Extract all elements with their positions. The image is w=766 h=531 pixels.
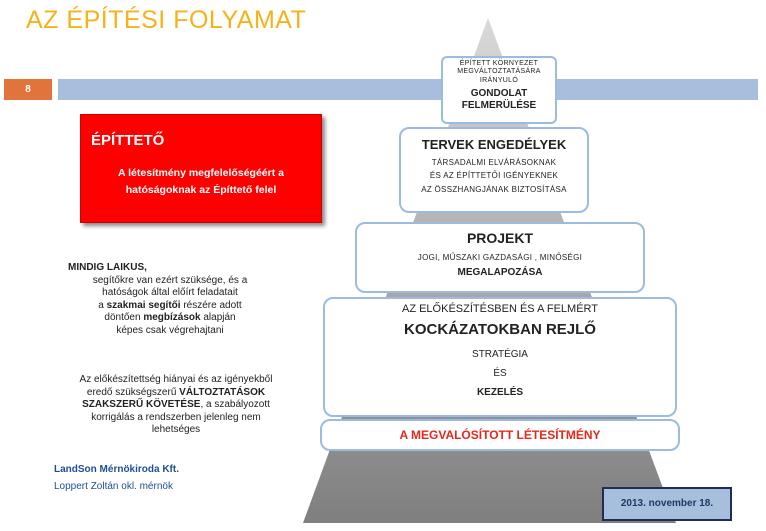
readiness-line-2-bold: VÁLTOZTATÁSOK xyxy=(179,386,266,398)
laikus-line-4-bold: megbízások xyxy=(143,312,201,323)
facility-text: A MEGVALÓSÍTOTT LÉTESÍTMÉNY xyxy=(399,428,601,442)
pyramid-level-project xyxy=(355,222,645,293)
laikus-line-2: hatóságok által előírt feladatait xyxy=(102,287,238,298)
laikus-line-5: képes csak végrehajtani xyxy=(116,324,224,336)
readiness-line-3-bold: SZAKSZERŰ KÖVETÉSE xyxy=(82,399,201,410)
plans-heading: TERVEK ENGEDÉLYEK xyxy=(421,137,567,152)
readiness-line-4: korrigálás a rendszerben jelenleg nem xyxy=(91,411,261,423)
readiness-line-3 xyxy=(46,399,306,412)
plans-line-3: AZ ÖSSZHANGJÁNAK BIZTOSÍTÁSA xyxy=(421,184,567,194)
project-bold: MEGALAPOZÁSA xyxy=(457,267,543,279)
builder-heading: ÉPÍTTETŐ xyxy=(91,132,165,149)
idea-line-2: MEGVÁLTOZTATÁSÁRA xyxy=(457,68,541,76)
readiness-line-5: lehetséges xyxy=(151,424,201,435)
risk-bold: KEZELÉS xyxy=(476,387,524,399)
laikus-line-3-post: részére adott xyxy=(180,299,242,311)
laikus-heading: MINDIG LAIKUS, xyxy=(68,262,147,273)
project-heading: PROJEKT xyxy=(466,230,534,246)
readiness-block xyxy=(46,374,306,437)
pyramid-level-risk xyxy=(323,297,677,417)
date-badge: 2013. november 18. xyxy=(602,487,732,521)
risk-line-2: STRATÉGIA xyxy=(472,349,528,361)
laikus-line-1: segítőkre van ezért szüksége, és a xyxy=(92,274,248,286)
idea-heading-2: FELMERÜLÉSE xyxy=(461,100,537,112)
idea-line-3: IRÁNYULÓ xyxy=(479,76,519,84)
laikus-line-3 xyxy=(60,300,280,313)
laikus-line-4 xyxy=(60,312,280,325)
risk-line-1: AZ ELŐKÉSZÍTÉSBEN ÉS A FELMÉRT xyxy=(401,303,599,315)
pyramid-level-plans xyxy=(399,127,589,213)
idea-heading-1: GONDOLAT xyxy=(470,88,528,100)
laikus-line-4-post: alapján xyxy=(200,312,236,323)
readiness-line-3-post: , a szabályozott xyxy=(200,399,270,410)
pyramid-level-idea xyxy=(441,56,557,124)
company-name: LandSon Mérnökiroda Kft. xyxy=(54,464,179,475)
builder-box xyxy=(80,114,322,223)
readiness-line-2-pre: eredő szükségszerű xyxy=(86,386,180,398)
page-title: AZ ÉPÍTÉSI FOLYAMAT xyxy=(26,6,307,34)
project-line-1: JOGI, MŰSZAKI GAZDASÁGI , MINŐSÉGI xyxy=(417,252,583,262)
laikus-line-3-bold: szakmai segítői xyxy=(106,299,181,311)
idea-line-1: ÉPÍTETT KÖRNYEZET xyxy=(459,60,539,67)
risk-heading: KOCKÁZATOKBAN REJLŐ xyxy=(404,321,596,339)
readiness-line-2 xyxy=(46,387,306,400)
builder-text: A létesítmény megfelelőségéért a hatóságoknak az Építtető felel xyxy=(118,167,284,196)
risk-line-3: ÉS xyxy=(493,368,507,380)
plans-line-1: TÁRSADALMI ELVÁRÁSOKNAK xyxy=(431,157,557,167)
laikus-block xyxy=(60,262,280,337)
readiness-line-1: Az előkészítettség hiányai és az igényekből xyxy=(79,374,273,385)
pyramid-level-facility xyxy=(320,419,680,451)
slide-number: 8 xyxy=(4,79,52,100)
company-person: Loppert Zoltán okl. mérnök xyxy=(54,481,173,492)
laikus-line-3-pre: a xyxy=(98,299,107,311)
plans-line-2: ÉS AZ ÉPÍTTETŐI IGÉNYEKNEK xyxy=(429,171,559,181)
laikus-line-4-pre: döntően xyxy=(104,312,144,323)
